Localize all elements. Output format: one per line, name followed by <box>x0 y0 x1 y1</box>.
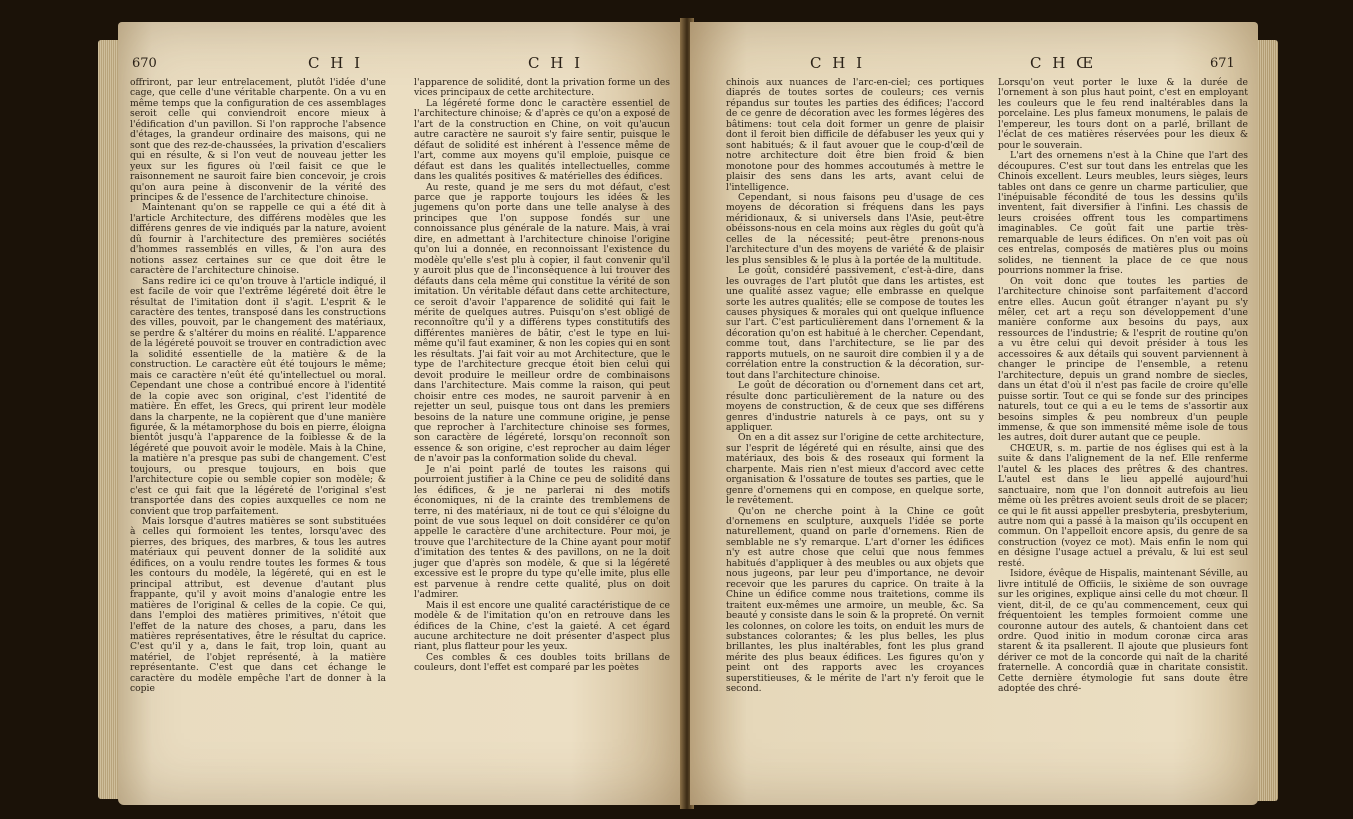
paragraph: Qu'on ne cherche point à la Chine ce goût d'ornemens en sculpture, auxquels l'idée se porte naturellement, quand on parle d'ornemens. Rien de semblable ne s'y remarque. L'art d'orner les édifices n'y est autre chose que celui que nous femmes habitués d'appliquer à des meubles ou aux objets que nous jugeons, par leur peu d'importance, ne devoir recevoir que les parures du caprice. On traite à la Chine un édifice comme nous traitetions, comme ils traitent eux-mêmes une armoire, un meuble, &c. Sa beauté y consiste dans le soin & la propreté. On vernit les colonnes, on colore les toits, on enduit les murs de substances colorantes; & les plus belles, les plus brillantes, les plus inaltérables, font les plus grand mérite des plus beaux édifices. Les figures qu'on y peint ont des rapports avec les croyances superstitieuses, & le mérite de l'art n'y feroit que le second. <box>726 505 984 695</box>
paragraph: CHŒUR, s. m. partie de nos églises qui est à la suite & dans l'alignement de la nef. Elle renferme l'autel & les places des prêtres & des chantres. L'autel est dans le lieu appellé aujourd'hui sanctuaire, nom que l'on donnoit autrefois au lieu même où les prêtres avoient seuls droit de se placer; ce qui le fit aussi appeller presbyteria, presbyterium, autre nom qui a passé à la maison qu'ils occupent en commun. On l'appelloit encore apsis, du genre de sa construction (voyez ce mot). Mais enfin le nom qui en désigne l'usage actuel a prévalu, & lui est seul resté. <box>998 442 1248 569</box>
paragraph: Sans redire ici ce qu'on trouve à l'article indiqué, il est facile de voir que l'extrême légéreté doit être le résultat de l'imitation dont il s'agit. L'esprit & le caractère des tentes, transposé dans les constructions des villes, pouvoit, par le changement des matériaux, se perdre & s'altérer du moins en réalité. L'apparence de la légéreté pouvoit se trouver en contradiction avec la solidité essentielle de la matière & de la construction. Le caractère eût été toujours le même; mais ce caractère n'eût été qu'intellectuel ou moral. Cependant une chose a contribué encore à l'identité de la copie avec son original, c'est l'identité de matière. En effet, les Grecs, qui prirent leur modèle dans la charpente, ne la copièrent que d'une manière figurée, & la métamorphose du bois en pierre, éloigna bientôt jusqu'à l'apparence de la foiblesse & de la légéreté que pouvoit avoir le modèle. Mais à la Chine, la matière n'a presque pas subi de changement. C'est toujours, ou presque toujours, en bois que l'architecture copie ou semble copier son modèle; & c'est ce qui fait que la légéreté de l'original s'est transportée dans des copies auxquelles ce nom ne convient que trop parfaitement. <box>130 275 386 517</box>
right-page <box>690 22 1258 805</box>
left-page <box>118 22 684 805</box>
text-column-1 <box>130 78 386 695</box>
paragraph: La légéreté forme donc le caractère essentiel de l'architecture chinoise; & d'après ce qu'on a exposé de l'art de la construction en Chine, on voit qu'aucun autre caractère ne sauroit s'y faire sentir, puisque le défaut de solidité est inhérent à l'essence même de l'art, comme aux moyens qu'il emploie, puisque ce défaut est dans les qualités intellectuelles, comme dans les qualités positives & matérielles des édifices. <box>414 97 670 183</box>
page-number: 670 <box>132 56 157 71</box>
paragraph: chinois aux nuances de l'arc-en-ciel; ces portiques diaprés de toutes sortes de couleurs; ces vernis répandus sur toutes les parties des édifices; l'accord de ce genre de décoration avec les formes légères des bâtimens: tout cela doit former un genre de plaisir dont il feroit bien difficile de défabuser les yeux qui y sont habitués; & il faut avouer que le coup-d'œil de notre architecture doit être bien froid & bien monotone pour des hommes accoutumés à mettre le plaisir des sens dans les arts, avant celui de l'intelligence. <box>726 77 984 193</box>
paragraph: Je n'ai point parlé de toutes les raisons qui pourroient justifier à la Chine ce peu de solidité dans les édifices, & je ne parlerai ni des motifs économiques, ni de la crainte des tremblemens de terre, ni des matériaux, ni de tout ce qui s'éloigne du point de vue sous lequel on doit considérer ce qu'on appelle le caractère d'une architecture. Pour moi, je trouve que l'architecture de la Chine ayant pour motif d'imitation des tentes & des pavillons, on ne la doit juger que d'après son modèle, & que si la légéreté excessive est le propre du type qu'elle imite, plus elle est parvenue à rendre cette qualité, plus on doit l'admirer. <box>414 463 670 601</box>
paragraph: l'apparence de solidité, dont la privation forme un des vices principaux de cette architecture. <box>414 77 670 99</box>
paragraph: Lorsqu'on veut porter le luxe & la durée de l'ornement à son plus haut point, c'est en employant les couleurs que le feu rend inaltérables dans la porcelaine. Les plus fameux monumens, le palais de l'empereur, les tours dont on a parlé, brillant de l'éclat de ces matières réservées pour les dieux & pour le souverain. <box>998 77 1248 151</box>
paragraph: offriront, par leur entrelacement, plutôt l'idée d'une cage, que celle d'une véritable charpente. On a vu en même temps que la configuration de ces assemblages seroit celle qui conviendroit encore mieux à l'édification d'un pavillon. Si l'on rapproche l'absence d'étages, la grandeur ordinaire des maisons, qui ne sont que des rez-de-chaussées, la privation d'escaliers qui en résulte, & si l'on veut de nouveau jetter les yeux sur les figures où l'œil faisit ce que le raisonnement ne sauroit faire bien concevoir, je crois qu'on aura peine à disconvenir de la vérité des principes & de l'essence de l'architecture chinoise. <box>130 77 386 203</box>
paragraph: Isidore, évêque de Hispalis, maintenant Séville, au livre intitulé de Officiis, le sixième de son ouvrage sur les origines, explique ainsi celle du mot chœur. Il vient, dit-il, de ce qu'au commencement, ceux qui fréquentoient les temples formoient comme une couronne autour des autels, & chantoient dans cet ordre. Quod initio in modum coronæ circa aras starent & ita psallerent. Il ajoute que plusieurs font dériver ce mot de la concorde qui naît de la charité fraternelle. A concordiâ quæ in charitate consistit. Cette dernière étymologie fut sans doute être adoptée des chré- <box>998 568 1248 695</box>
running-head: C H I <box>308 54 364 72</box>
running-head: C H I <box>810 54 866 72</box>
paragraph: Mais lorsque d'autres matières se sont substituées à celles qui formoient les tentes, lorsqu'avec des pierres, des briques, des marbres, & tous les autres matériaux qui peuvent donner de la solidité aux édifices, on a voulu rendre toutes les formes & tous les contours du modèle, la légéreté, qui en est le principal attribut, est devenue d'autant plus frappante, qu'il y avoit moins d'analogie entre les matières de l'original & celles de la copie. Ce qui, dans l'emploi des matières primitives, n'étoit que l'effet de la nature des choses, a paru, dans les matières représentatives, être le résultat du caprice. C'est qu'il y a, dans le fait, trop loin, quant au matériel, de l'objet représenté, à la matière représentante. C'est que dans cet échange le caractère du modèle empêche l'art de donner à la copie <box>130 516 386 695</box>
paragraph: Le goût de décoration ou d'ornement dans cet art, résulte donc particulièrement de la nature ou des moyens de construction, & de ceux que ses différens genres d'industrie naturels à ce pays, ont su y appliquer. <box>726 380 984 433</box>
paragraph: On en a dit assez sur l'origine de cette architecture, sur l'esprit de légéreté qui en résulte, ainsi que des matériaux, des bois & des roseaux qui forment la charpente. Mais rien n'est mieux d'accord avec cette organisation & l'ossature de toutes ses parties, que le genre d'ornemens qui en compose, en quelque sorte, le revêtement. <box>726 432 984 507</box>
text-column-2 <box>414 78 670 674</box>
text-column-1 <box>726 78 984 695</box>
paragraph: Maintenant qu'on se rappelle ce qui a été dit à l'article Architecture, des différens modèles que les différens genres de vie indiqués par la nature, avoient dû fournir à l'architecture des premières sociétés d'hommes rassemblés en villes, & l'on aura des notions assez certaines sur ce que doit être le caractère de l'architecture chinoise. <box>130 202 386 277</box>
paragraph: Ces combles & ces doubles toits brillans de couleurs, dont l'effet est comparé par les poètes <box>414 651 670 674</box>
paragraph: Le goût, considéré passivement, c'est-à-dire, dans les ouvrages de l'art plutôt que dans les artistes, est une qualité assez vague; elle embrasse en quelque sorte les autres qualités; elle se compose de toutes les causes physiques & morales qui ont quelque influence sur l'art. C'est particulièrement dans l'ornement & la décoration qu'on est habitué à le chercher. Cependant, comme tout, dans l'architecture, se lie par des rapports mutuels, on ne sauroit dire combien il y a de corrélation entre la construction & la décoration, sur-tout dans l'architecture chinoise. <box>726 265 984 381</box>
paragraph: Cependant, si nous faisons peu d'usage de ces moyens de décoration si fréquens dans les pays méridionaux, & si universels dans l'Asie, peut-être obéissons-nous en cela moins aux règles du goût qu'à celles de la nécessité; peut-être prenons-nous l'architecture d'un des moyens de variété & de plaisir les plus sensibles & le plus à la portée de la multitude. <box>726 191 984 266</box>
page-edges-left <box>98 40 120 799</box>
paragraph: Au reste, quand je me sers du mot défaut, c'est parce que je rapporte toujours les idées & les jugemens qu'on porte dans une telle analyse à des principes que l'on suppose fondés sur une connoissance plus générale de la nature. Mais, à vrai dire, en admettant à l'architecture chinoise l'origine qu'on lui a donnée, en reconnoissant l'existence du modèle qu'elle s'est plu à copier, il faut convenir qu'il y auroit plus que de l'inconséquence à lui trouver des défauts dans cela même qui constitue la vérité de son imitation. Un véritable défaut dans cette architecture, ce seroit d'avoir l'apparence de solidité qui fait le mérite de quelques autres. Puisqu'on s'est obligé de reconnoître qu'il y a différens types constitutifs des différentes manières de bâtir, c'est le type en lui-même qu'il faut examiner, & non les copies qui en sont les résultats. J'ai fait voir au mot Architecture, que le type de l'architecture grecque étoit bien celui qui devoit produire le meilleur ordre de combinaisons dans l'architecture. Mais comme la raison, qui peut choisir entre ces modes, ne sauroit parvenir à en rejetter un seul, puisque tous ont dans les premiers besoins de la nature une commune origine, je pense que reprocher à l'architecture chinoise ses formes, son caractère de légéreté, lorsqu'on reconnoît son essence & son origine, c'est reprocher au daim léger de n'avoir pas la conformation solide du cheval. <box>414 181 670 465</box>
paragraph: On voit donc que toutes les parties de l'architecture chinoise sont parfaitement d'accord entre elles. Aucun goût étranger n'ayant pu s'y mêler, cet art a reçu son développement d'une manière conforme aux besoins du pays, aux ressources de l'industrie; & l'esprit de routine qu'on a vu être celui qui devoit présider à tous les accessoires & aux détails qui souvent parviennent à changer le principe de l'ensemble, a retenu l'architecture, depuis un grand nombre de siecles, dans un état d'où il n'est pas facile de croire qu'elle puisse sortir. Tout ce qui se fonde sur des principes naturels, tout ce qui a eu le tems de s'assortir aux besoins simples & peu nombreux d'un peuple immense, & que son immensité même isole de tous les autres, doit durer autant que ce peuple. <box>998 275 1248 444</box>
page-number: 671 <box>1210 56 1235 71</box>
running-head: C H Œ <box>1030 54 1097 72</box>
paragraph: L'art des ornemens n'est à la Chine que l'art des découpures. C'est sur tout dans les entrelas que les Chinois excellent. Leurs meubles, leurs sièges, leurs tables ont dans ce genre un charme particulier, que l'inépuisable fécondité de tous les dessins qu'ils inventent, fait diversifier à l'infini. Les chassis de leurs croisées offrent tous les compartimens imaginables. Ce goût fait une partie très-remarquable de leurs édifices. On n'en voit pas où ces entrelas, composés de matières plus ou moins solides, ne tiennent la place de ce que nous pourrions nommer la frise. <box>998 150 1248 277</box>
page-edges-right <box>1256 40 1278 801</box>
paragraph: Mais il est encore une qualité caractéristique de ce modèle & de l'imitation qu'on en retrouve dans les édifices de la Chine, c'est la gaieté. A cet égard aucune architecture ne doit présenter d'aspect plus riant, plus flatteur pour les yeux. <box>414 599 670 653</box>
running-head: C H I <box>528 54 584 72</box>
text-column-2 <box>998 78 1248 695</box>
